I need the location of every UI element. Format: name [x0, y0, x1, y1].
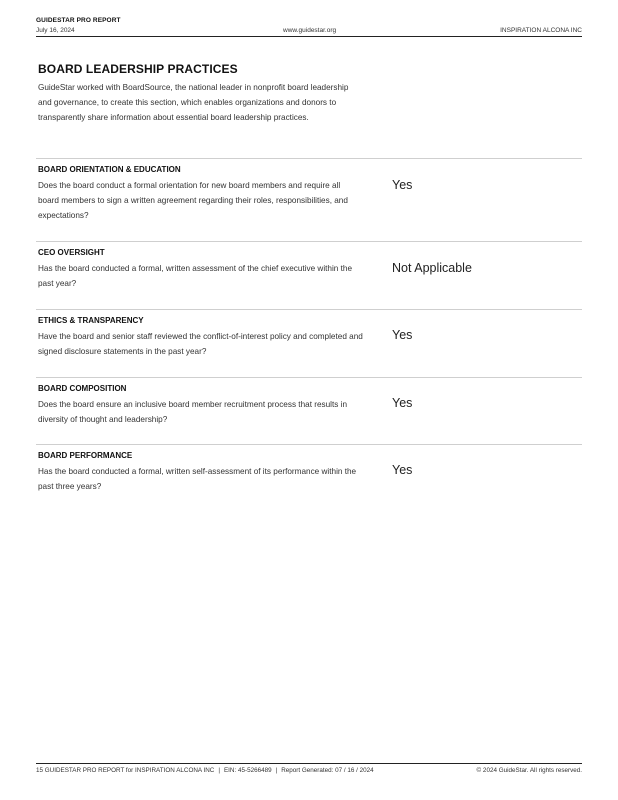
- page-footer: [36, 763, 582, 774]
- footer-copyright: © 2024 GuideStar. All rights reserved.: [476, 767, 582, 774]
- question-block-performance: [36, 444, 582, 512]
- question-answer: Yes: [392, 396, 413, 410]
- report-title: GUIDESTAR PRO REPORT: [36, 17, 121, 24]
- question-title: ETHICS & TRANSPARENCY: [38, 316, 144, 325]
- question-text: Does the board ensure an inclusive board member recruitment process that results in diversity of thought and leadership?: [38, 400, 348, 424]
- footer-report-info: [36, 767, 374, 774]
- page-header: [36, 17, 582, 37]
- question-title: BOARD PERFORMANCE: [38, 451, 133, 460]
- question-text: Has the board conducted a formal, written self-assessment of its performance within the past three years?: [38, 467, 357, 491]
- question-block-ceo-oversight: [36, 241, 582, 309]
- footer-generated-date: Report Generated: 07 / 16 / 2024: [281, 767, 374, 774]
- question-block-composition: [36, 377, 582, 444]
- question-block-orientation: [36, 158, 582, 241]
- organization-name: INSPIRATION ALCONA INC: [500, 27, 582, 34]
- footer-ein: EIN: 45-5266489: [223, 767, 272, 774]
- question-title: BOARD ORIENTATION & EDUCATION: [38, 165, 181, 174]
- question-answer: Yes: [392, 328, 413, 342]
- question-title: CEO OVERSIGHT: [38, 248, 105, 257]
- report-date: July 16, 2024: [36, 27, 75, 34]
- question-answer: Yes: [392, 178, 413, 192]
- question-text: Have the board and senior staff reviewed the conflict-of-interest policy and completed and signed disclosure statements in the past year?: [38, 332, 363, 356]
- question-answer: Not Applicable: [392, 261, 472, 275]
- site-url: www.guidestar.org: [283, 27, 337, 34]
- footer-separator: |: [218, 767, 220, 774]
- footer-page-info: 15 GUIDESTAR PRO REPORT for INSPIRATION ALCONA INC: [36, 767, 215, 774]
- section-title: BOARD LEADERSHIP PRACTICES: [38, 62, 238, 76]
- question-text: Does the board conduct a formal orientation for new board members and require all board members to sign a written agreement regarding their roles, responsibilities, and expectations?: [38, 181, 348, 220]
- question-answer: Yes: [392, 463, 413, 477]
- question-title: BOARD COMPOSITION: [38, 384, 127, 393]
- footer-separator: |: [275, 767, 278, 774]
- question-text: Has the board conducted a formal, written assessment of the chief executive within the past year?: [38, 264, 353, 288]
- section-intro: GuideStar worked with BoardSource, the national leader in nonprofit board leadership and governance, to create this section, which enables organizations and donors to transparently share information about essential board leadership practices.: [38, 83, 349, 122]
- question-block-ethics: [36, 309, 582, 377]
